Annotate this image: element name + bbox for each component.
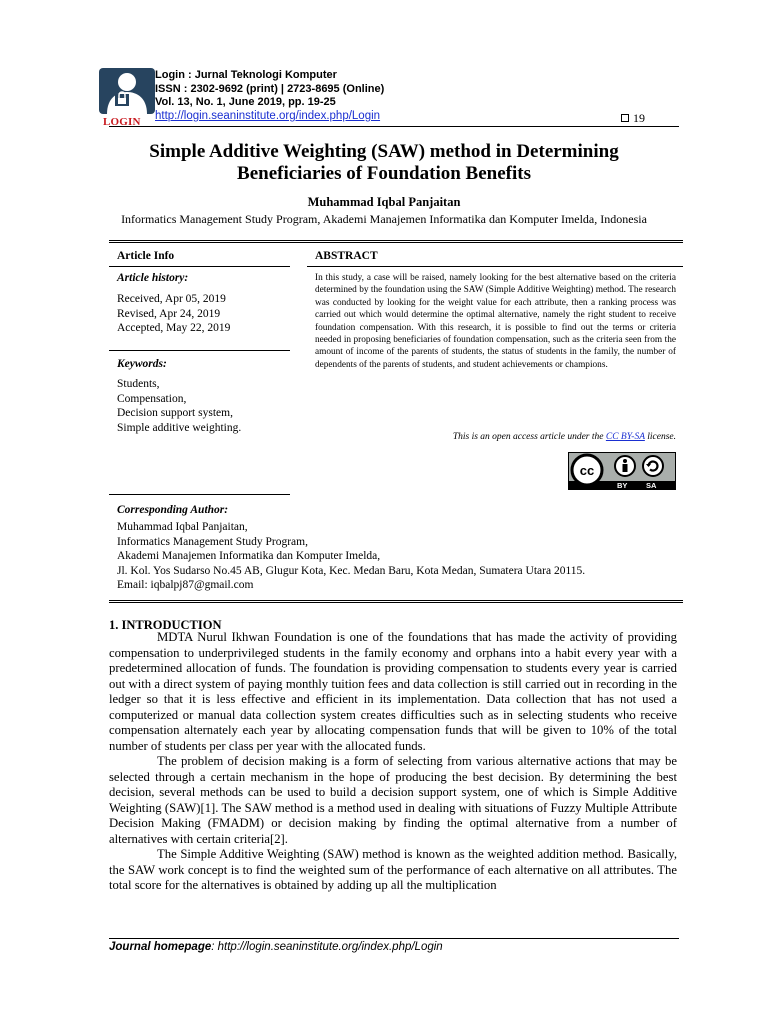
body-paragraph: The problem of decision making is a form of selecting from various alternative actions that may be selected through a certain mechanism in the hope of producing the best decision. By determining the best decision, several methods can be used to build a decision support system, one of which is Simple Additive Weighting (SAW)[1]. The SAW method is a method used in dealing with situations of Fuzzy Multiple Attribute Decision Making (FMADM) or decision making by finding the optimal alternative from a number of alternatives with certain criteria[2].	[109, 754, 677, 846]
body-paragraph: MDTA Nurul Ikhwan Foundation is one of the foundations that has made the activity of providing compensation to underprivileged students in the family economy and orphans into a habit every year with a predetermined allocation of funds. The foundation is providing compensation to students every year is carried out with a direct system of paying monthly tuition fees and data collection is still carried out in recording in the ledger so that it is less effective and efficient in its implementation. Data collection that has not used a computerized or manual data collection system creates difficulties such as in selecting students who receive compensation alternately each year by allocating compensation funds that will be given to 10% of the total number of students per class per year with the allocated funds.	[109, 630, 677, 753]
article-history-label: Article history:	[117, 272, 189, 284]
corresponding-line: Muhammad Iqbal Panjaitan,	[117, 521, 248, 533]
cc-by-sa-link[interactable]: CC BY-SA	[605, 432, 645, 442]
footer-label: Journal homepage	[109, 941, 212, 953]
info-top-rule	[109, 240, 683, 243]
keywords-label: Keywords:	[117, 358, 167, 370]
introduction-body	[109, 630, 677, 894]
page-number	[621, 111, 645, 126]
corresponding-line: Informatics Management Study Program,	[117, 535, 308, 548]
keyword-item: Simple additive weighting.	[117, 421, 242, 434]
accepted-date: Accepted, May 22, 2019	[117, 322, 231, 334]
body-paragraph: The Simple Additive Weighting (SAW) method is known as the weighted addition method. Basically, the SAW work concept is to find the weighted sum of the performance of each alternative on all attributes. The total score for the alternatives is obtained by adding up all the multiplication	[109, 847, 677, 892]
received-date: Received, Apr 05, 2019	[117, 293, 226, 305]
revised-date: Revised, Apr 24, 2019	[117, 307, 221, 320]
logo-text: LOGIN	[103, 116, 141, 128]
paper-author: Muhammad Iqbal Panjaitan	[307, 195, 461, 209]
footer-url[interactable]: : http://login.seaninstitute.org/index.php/Login	[211, 941, 443, 953]
logo-icon	[99, 68, 155, 114]
license-prefix: This is an open access article under the	[452, 432, 606, 442]
cc-sa-label: SA	[646, 481, 657, 490]
cc-license-badge[interactable]	[568, 452, 676, 490]
paper-affiliation: Informatics Management Study Program, Akademi Manajemen Informatika dan Komputer Imelda, Indonesia	[121, 212, 647, 226]
keywords-list	[117, 377, 241, 435]
svg-text:cc: cc	[579, 463, 595, 478]
info-rule-1	[109, 266, 290, 267]
journal-name: Login : Jurnal Teknologi Komputer	[155, 69, 337, 81]
journal-volume: Vol. 13, No. 1, June 2019, pp. 19-25	[155, 96, 336, 109]
info-rule-2	[109, 350, 290, 351]
journal-issn: ISSN : 2302-9692 (print) | 2723-8695 (Online)	[155, 82, 385, 95]
corresponding-line: Akademi Manajemen Informatika dan Komputer Imelda,	[117, 550, 381, 563]
page-number-value: 19	[633, 111, 645, 125]
article-info-heading: Article Info	[117, 250, 175, 262]
license-note	[315, 432, 676, 442]
abstract-rule	[307, 266, 683, 267]
page-box-icon	[621, 114, 629, 122]
info-rule-3	[109, 494, 290, 495]
keyword-item: Decision support system,	[117, 407, 233, 419]
keyword-item: Compensation,	[117, 392, 187, 405]
cc-by-label: BY	[617, 481, 628, 490]
license-suffix: license.	[644, 432, 676, 442]
journal-url-link[interactable]: http://login.seaninstitute.org/index.php/Login	[155, 109, 381, 122]
journal-header	[155, 69, 384, 123]
cc-badge-top	[569, 453, 675, 481]
article-history	[117, 292, 230, 336]
abstract-text: In this study, a case will be raised, namely looking for the best alternative based on the criteria determined by the foundation using the SAW (Simple Additive Weighting) method. The research was conducted by looking for the weight value for each attribute, then a ranking process was carried out which would determine the optimal alternative, namely the right student to receive foundation compensation. With this research, it is possible to find out the terms or criteria needed in proposing beneficiaries of foundation compensation, such as the criteria seen from the amount of income of the parents of students, the status of students in the family, the number of dependents of the parents of students, and student achievements or champions.	[315, 273, 676, 370]
keyword-item: Students,	[117, 378, 160, 390]
journal-homepage-footer	[109, 941, 443, 953]
abstract-heading: ABSTRACT	[315, 250, 378, 262]
info-bottom-rule	[109, 600, 683, 603]
section-heading-introduction: 1. INTRODUCTION	[109, 618, 222, 632]
corresponding-email: Email: iqbalpj87@gmail.com	[117, 579, 254, 592]
footer-divider	[109, 938, 679, 939]
corresponding-details	[117, 520, 585, 593]
corresponding-label: Corresponding Author:	[117, 504, 229, 516]
journal-logo	[99, 68, 155, 128]
title-line-1: Simple Additive Weighting (SAW) method in Determining	[149, 141, 619, 162]
title-line-2: Beneficiaries of Foundation Benefits	[237, 163, 531, 184]
paper-title	[80, 141, 688, 185]
header-divider	[109, 126, 679, 127]
corresponding-line: Jl. Kol. Yos Sudarso No.45 AB, Glugur Kota, Kec. Medan Baru, Kota Medan, Sumatera Utara 20115.	[117, 564, 586, 577]
